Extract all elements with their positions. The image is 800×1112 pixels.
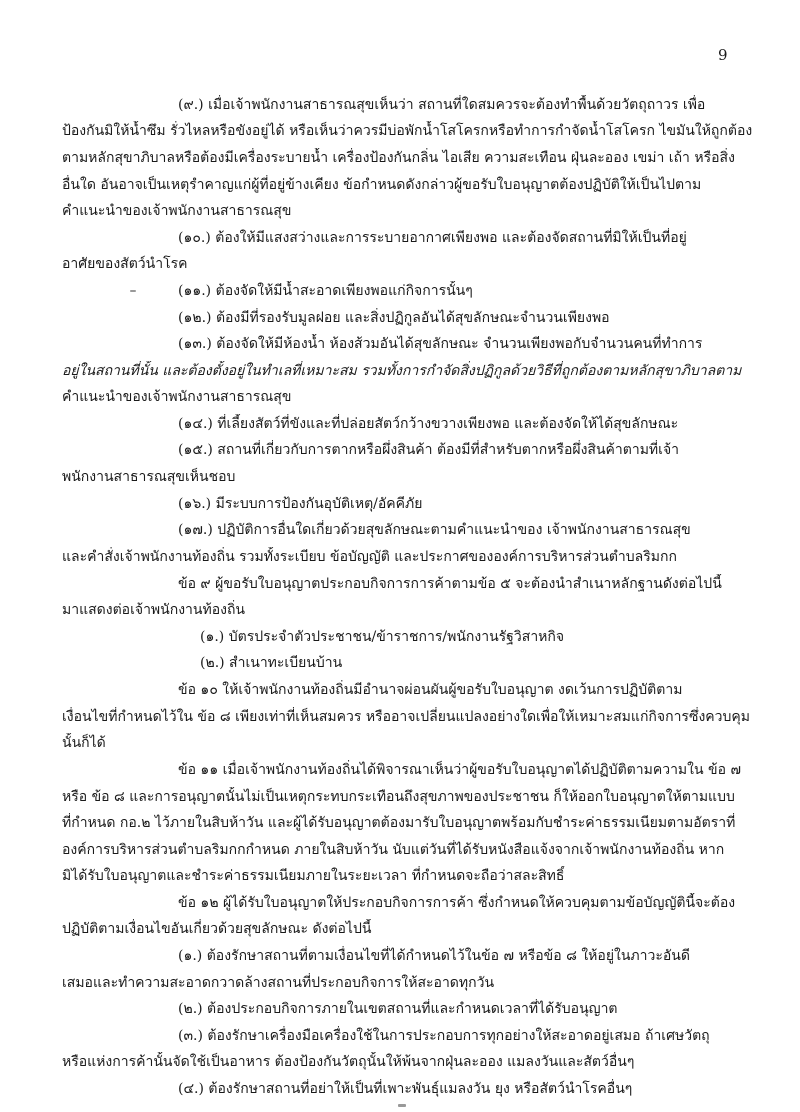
text-line: เงื่อนไขที่กำหนดไว้ใน ข้อ ๘ เพียงเท่าที่เห็นสมควร หรืออาจเปลี่ยนแปลงอย่างใดเพื่อให้เหมาะสมแก่กิจการซึ่งควบคุม <box>62 709 750 725</box>
text-line: (๒.) สำเนาทะเบียนบ้าน <box>200 655 343 671</box>
text-line: หรือ ข้อ ๘ และการอนุญาตนั้นไม่เป็นเหตุกระทบกระเทือนถึงสุขภาพของประชาชน ก็ให้ออกใบอนุญาตให้ตามแบบ <box>62 789 735 805</box>
text-line: (๑๓.) ต้องจัดให้มีห้องน้ำ ห้องส้วมอันได้สุขลักษณะ จำนวนเพียงพอกับจำนวนคนที่ทำการ <box>178 336 703 352</box>
text-line: (๑.) บัตรประจำตัวประชาชน/ข้าราชการ/พนักงานรัฐวิสาหกิจ <box>200 629 565 645</box>
text-line: (๑๗.) ปฏิบัติการอื่นใดเกี่ยวด้วยสุขลักษณะตามคำแนะนำของ เจ้าพนักงานสาธารณสุข <box>178 522 691 538</box>
text-line: (๓.) ต้องรักษาเครื่องมือเครื่องใช้ในการประกอบการทุกอย่างให้สะอาดอยู่เสมอ ถ้าเศษวัตถุ <box>178 1028 710 1044</box>
text-line: ข้อ ๑๐ ให้เจ้าพนักงานท้องถิ่นมีอำนาจผ่อนผันผู้ขอรับใบอนุญาต งดเว้นการปฏิบัติตาม <box>178 682 683 698</box>
text-line: ที่กำหนด กอ.๒ ไว้ภายในสิบห้าวัน และผู้ได้รับอนุญาตต้องมารับใบอนุญาตพร้อมกับชำระค่าธรรมเนียมตามอัตราที่ <box>62 815 736 831</box>
text-line: (๑๔.) ที่เลี้ยงสัตว์ที่ขังและที่ปล่อยสัตว์กว้างขวางเพียงพอ และต้องจัดให้ได้สุขลักษณะ <box>178 416 679 432</box>
text-line: (๑.) ต้องรักษาสถานที่ตามเงื่อนไขที่ได้กำหนดไว้ในข้อ ๗ หรือข้อ ๘ ให้อยู่ในภาวะอันดี <box>178 948 690 964</box>
scan-speck <box>398 1104 406 1107</box>
text-line: (๑๑.) ต้องจัดให้มีน้ำสะอาดเพียงพอแก่กิจการนั้นๆ <box>178 283 473 299</box>
text-line: อื่นใด อันอาจเป็นเหตุรำคาญแก่ผู้ที่อยู่ข้างเคียง ข้อกำหนดดังกล่าวผู้ขอรับใบอนุญาตต้องปฏิบัติให้เป็นไปตาม <box>62 177 702 193</box>
text-line: อยู่ในสถานที่นั้น และต้องตั้งอยู่ในทำเลที่เหมาะสม รวมทั้งการกำจัดสิ่งปฏิกูลด้วยวิธีที่ถูกต้องตามหลักสุขาภิบาลตาม <box>62 363 742 379</box>
text-line: นั้นก็ได้ <box>62 735 106 751</box>
text-line: ข้อ ๑๑ เมื่อเจ้าพนักงานท้องถิ่นได้พิจารณาเห็นว่าผู้ขอรับใบอนุญาตได้ปฏิบัติตามความใน ข้อ ๗ <box>178 762 741 778</box>
text-line: อาศัยของสัตว์นำโรค <box>62 256 188 272</box>
text-line: ปฏิบัติตามเงื่อนไขอันเกี่ยวด้วยสุขลักษณะ ดังต่อไปนี้ <box>62 921 372 937</box>
text-line: องค์การบริหารส่วนตำบลริมกกกำหนด ภายในสิบห้าวัน นับแต่วันที่ได้รับหนังสือแจ้งจากเจ้าพนักงานท้องถิ่น หาก <box>62 842 725 858</box>
text-line: ป้องกันมิให้น้ำซึม รั่วไหลหรือขังอยู่ได้ หรือเห็นว่าควรมีบ่อพักน้ำโสโครกหรือทำการกำจัดน้ำโสโครก ไขมันให้ถูกต้อง <box>62 123 752 139</box>
text-line: (๒.) ต้องประกอบกิจการภายในเขตสถานที่และกำหนดเวลาที่ได้รับอนุญาต <box>178 1001 618 1017</box>
text-line: (๑๒.) ต้องมีที่รองรับมูลฝอย และสิ่งปฏิกูลอันได้สุขลักษณะจำนวนเพียงพอ <box>178 310 610 326</box>
text-line: เสมอและทำความสะอาดกวาดล้างสถานที่ประกอบกิจการให้สะอาดทุกวัน <box>62 975 495 991</box>
text-line: และคำสั่งเจ้าพนักงานท้องถิ่น รวมทั้งระเบียบ ข้อบัญญัติ และประกาศขององค์การบริหารส่วนตำบลริมกก <box>62 549 677 565</box>
text-line: (๔.) ต้องรักษาสถานที่อย่าให้เป็นที่เพาะพันธุ์แมลงวัน ยุง หรือสัตว์นำโรคอื่นๆ <box>178 1081 633 1097</box>
text-line: หรือแห่งการค้านั้นจัดใช้เป็นอาหาร ต้องป้องกันวัตถุนั้นให้พ้นจากฝุ่นละออง แมลงวันและสัตว์อื่นๆ <box>62 1054 635 1070</box>
text-line: มิได้รับใบอนุญาตและชำระค่าธรรมเนียมภายในระยะเวลา ที่กำหนดจะถือว่าสละสิทธิ์ <box>62 868 565 884</box>
text-line: (๑๖.) มีระบบการป้องกันอุบัติเหตุ/อัคคีภัย <box>178 496 423 512</box>
text-line: (๙.) เมื่อเจ้าพนักงานสาธารณสุขเห็นว่า สถานที่ใดสมควรจะต้องทำพื้นด้วยวัตถุถาวร เพื่อ <box>178 97 706 113</box>
text-line: ตามหลักสุขาภิบาลหรือต้องมีเครื่องระบายน้ำ เครื่องป้องกันกลิ่น ไอเสีย ความสะเทือน ฝุ่นละออง เขม่า เถ้า หรือสิ่ง <box>62 150 735 166</box>
text-line: พนักงานสาธารณสุขเห็นชอบ <box>62 469 236 485</box>
scan-speck <box>130 290 136 292</box>
text-line: (๑๐.) ต้องให้มีแสงสว่างและการระบายอากาศเพียงพอ และต้องจัดสถานที่มิให้เป็นที่อยู่ <box>178 230 687 246</box>
text-line: คำแนะนำของเจ้าพนักงานสาธารณสุข <box>62 203 292 219</box>
text-line: มาแสดงต่อเจ้าพนักงานท้องถิ่น <box>62 602 245 618</box>
page-number: 9 <box>718 46 728 64</box>
text-line: คำแนะนำของเจ้าพนักงานสาธารณสุข <box>62 389 292 405</box>
text-line: (๑๕.) สถานที่เกี่ยวกับการตากหรือผึ่งสินค้า ต้องมีที่สำหรับตากหรือผึ่งสินค้าตามที่เจ้า <box>178 442 680 458</box>
text-line: ข้อ ๙ ผู้ขอรับใบอนุญาตประกอบกิจการการค้าตามข้อ ๕ จะต้องนำสำเนาหลักฐานดังต่อไปนี้ <box>178 576 722 592</box>
text-line: ข้อ ๑๒ ผู้ได้รับใบอนุญาตให้ประกอบกิจการการค้า ซึ่งกำหนดให้ควบคุมตามข้อบัญญัตินี้จะต้อง <box>178 895 736 911</box>
